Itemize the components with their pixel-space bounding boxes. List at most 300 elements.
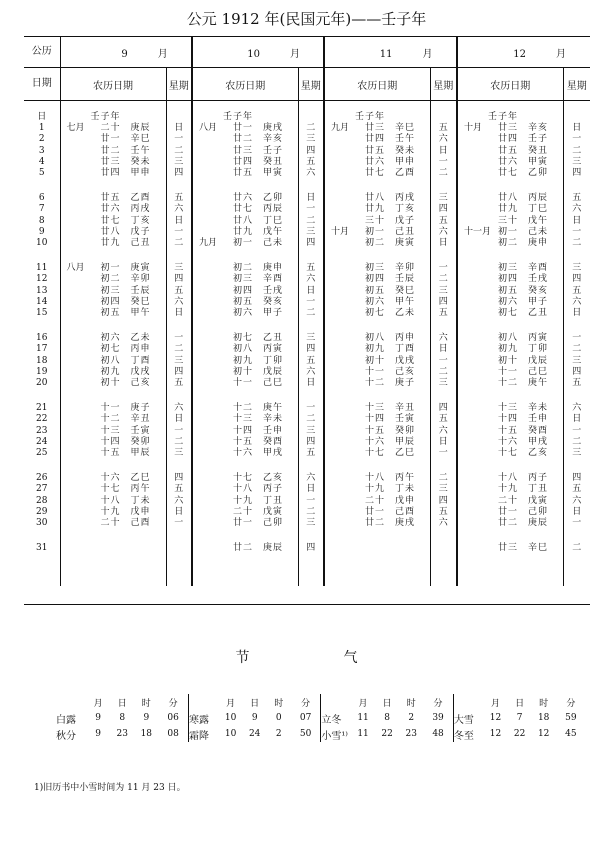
lunar-day: 初七: [498, 308, 519, 319]
lunar-row: [61, 204, 166, 215]
lunar-day: 初六: [100, 333, 121, 343]
lunar-day: 廿一: [498, 506, 519, 517]
day-number: 4: [38, 156, 45, 167]
lunar-row: [325, 437, 430, 448]
solar-term-value: 22: [381, 729, 393, 739]
solar-terms-row: [56, 710, 586, 726]
weekday: 四: [438, 403, 448, 413]
ganzhi: 癸丑: [263, 156, 284, 167]
weekday: 三: [306, 333, 316, 343]
lunar-day: 初四: [100, 296, 121, 307]
weekday: 五: [438, 414, 448, 425]
lunar-day: 初二: [365, 238, 386, 249]
lunar-row: [193, 263, 298, 274]
ganzhi: 甲辰: [130, 448, 151, 459]
lunar-day: 十一: [233, 378, 254, 389]
weekday: 五: [174, 484, 184, 495]
lunar-column-11: [325, 101, 430, 586]
ganzhi: 庚戌: [395, 518, 416, 529]
lunar-day: 初三: [365, 263, 386, 273]
day-number: 19: [36, 366, 48, 377]
lunar-row: [61, 216, 166, 227]
solar-term-value: 8: [384, 713, 390, 723]
ganzhi: 丙申: [395, 333, 416, 343]
ganzhi: 庚辰: [528, 518, 549, 529]
ganzhi: 戊申: [395, 495, 416, 506]
lunar-row: [193, 297, 298, 308]
ganzhi: 丁巳: [528, 204, 549, 215]
ganzhi: 庚子: [395, 378, 416, 389]
weekday: 二: [572, 238, 582, 249]
weekday: 日: [572, 414, 582, 425]
year-label: [61, 112, 166, 123]
lunar-row: [61, 437, 166, 448]
day-number: 3: [38, 145, 45, 156]
lunar-day: 廿七: [498, 168, 519, 179]
solar-term-value: 0: [275, 713, 282, 723]
blank-cell: [188, 694, 218, 710]
lunar-day: 初六: [233, 308, 254, 319]
lunar-row: [193, 333, 298, 344]
ganzhi: 乙卯: [528, 168, 549, 179]
ganzhi: 乙巳: [395, 448, 416, 459]
ganzhi: 辛未: [528, 403, 549, 413]
lunar-row: [458, 448, 563, 459]
lunar-row: [61, 168, 166, 179]
lunar-row: [458, 134, 563, 145]
lunar-row: [325, 518, 430, 529]
ganzhi: 庚寅: [130, 263, 151, 273]
solar-term-value: 07: [299, 713, 312, 723]
weekday: 一: [438, 355, 448, 366]
ganzhi: 甲辰: [395, 436, 416, 447]
ganzhi: 壬午: [130, 145, 151, 156]
ganzhi: 甲子: [263, 308, 284, 319]
lunar-row: [193, 518, 298, 529]
lunar-row: [458, 193, 563, 204]
weekday-column-11: [431, 101, 457, 586]
month-header-12: 12 月: [457, 37, 590, 68]
ganzhi: 戊寅: [263, 506, 284, 517]
ganzhi: 己丑: [130, 238, 151, 249]
weekday: 五: [572, 193, 582, 203]
lunar-row: [193, 168, 298, 179]
ganzhi: 己卯: [528, 506, 549, 517]
solar-term-value: 18: [537, 713, 550, 723]
lunar-row: [61, 367, 166, 378]
lunar-day: 初九: [100, 366, 121, 377]
month-header-11: 11 月: [324, 37, 457, 68]
ganzhi: 甲午: [395, 296, 416, 307]
weekday: 六: [572, 204, 582, 215]
lunar-day: 初十: [365, 355, 386, 366]
ganzhi: 乙未: [130, 333, 151, 343]
lunar-row: [325, 308, 430, 319]
weekday: 六: [306, 274, 316, 285]
lunar-row: [193, 496, 298, 507]
ganzhi: 己巳: [263, 378, 284, 389]
day-number: 13: [36, 285, 48, 296]
year-label: [193, 112, 298, 123]
weekday: 一: [174, 134, 184, 145]
lunar-day: 廿八: [233, 215, 254, 226]
solar-term-value: 48: [432, 729, 444, 739]
solar-term-value: 7: [516, 713, 523, 723]
lunar-day: 初八: [100, 355, 121, 366]
lunar-row: [193, 378, 298, 389]
solar-term-name: 寒露: [188, 710, 218, 726]
solar-term-value: 9: [95, 713, 102, 723]
lunar-row: [193, 367, 298, 378]
ganzhi: 丙午: [130, 484, 151, 495]
day-number: 11: [36, 263, 48, 273]
lunar-row: [61, 448, 166, 459]
lunar-row: [193, 204, 298, 215]
ganzhi: 癸亥: [528, 285, 549, 296]
solar-term-head: 时: [141, 698, 151, 709]
solar-term-head: 月: [93, 698, 103, 709]
ganzhi: 己亥: [130, 378, 151, 389]
weekday: 三: [572, 448, 582, 459]
weekday: 一: [174, 226, 184, 237]
weekday: 日: [174, 506, 184, 517]
solar-term-value: 2: [408, 713, 415, 723]
ganzhi: 丁卯: [263, 355, 284, 366]
ganzhi: 癸酉: [528, 425, 549, 436]
lunar-row: [325, 193, 430, 204]
lunar-day: 十一: [365, 366, 386, 377]
ganzhi: 丁亥: [395, 204, 416, 215]
lunar-day: 初十: [100, 378, 121, 389]
weekday: 四: [572, 473, 582, 483]
lunar-day: 十二: [233, 403, 254, 413]
lunar-day: 二十: [233, 506, 254, 517]
table-bottom-rule: [24, 604, 590, 605]
lunar-day: 十三: [100, 425, 121, 436]
lunar-day: 初九: [365, 344, 386, 355]
lunar-day: 十八: [498, 473, 519, 483]
weekday: 日: [572, 215, 582, 226]
ganzhi: 壬子: [528, 134, 549, 145]
lunar-day: 初二: [100, 274, 121, 285]
ganzhi: 甲子: [528, 296, 549, 307]
ganzhi: 丙辰: [263, 204, 284, 215]
lunar-day: 十一: [100, 403, 121, 413]
solar-term-name: 白露: [56, 714, 76, 726]
ganzhi: 癸巳: [395, 285, 416, 296]
lunar-day: 廿三: [233, 145, 254, 156]
day-number: 18: [36, 355, 48, 366]
lunar-row: [61, 227, 166, 238]
year-label: [325, 112, 430, 123]
weekday-column-12: [564, 101, 591, 586]
weekday: 五: [438, 506, 448, 517]
solar-term-value: 11: [357, 713, 369, 723]
solar-term-value: 12: [537, 729, 550, 739]
lunar-day: 廿一: [365, 506, 386, 517]
weekday: 一: [306, 204, 316, 215]
weekday: 六: [572, 403, 582, 413]
weekday: 五: [306, 448, 316, 459]
weekday: 六: [174, 495, 184, 506]
lunar-day: 初七: [100, 344, 121, 355]
lunar-row: [458, 403, 563, 414]
weekday: 日: [438, 145, 448, 156]
lunar-row: [325, 356, 430, 367]
weekday: 四: [572, 274, 582, 285]
lunar-day: 初二: [233, 263, 254, 273]
lunar-row: [325, 426, 430, 437]
calendar-table: [24, 36, 590, 586]
ganzhi: 戊辰: [263, 366, 284, 377]
lunar-row: [193, 473, 298, 484]
lunar-day: 初三: [100, 285, 121, 296]
lunar-row: [193, 227, 298, 238]
ganzhi: 丙申: [130, 344, 151, 355]
weekday: 三: [438, 378, 448, 389]
lunar-row: [458, 484, 563, 495]
ganzhi: 庚辰: [130, 123, 151, 133]
lunar-row: [458, 518, 563, 529]
lunar-row: [61, 333, 166, 344]
solar-term-head: 分: [168, 698, 178, 709]
ganzhi: 乙酉: [395, 168, 416, 179]
lunar-row: [325, 448, 430, 459]
lunar-day: 初一: [498, 226, 519, 237]
ganzhi: 甲午: [130, 308, 151, 319]
ganzhi: 壬戌: [528, 274, 549, 285]
solar-term-value: 23: [405, 729, 417, 739]
weekday: 五: [306, 156, 316, 167]
weekday: 一: [572, 518, 582, 529]
weekday: 日: [572, 308, 582, 319]
ganzhi: 辛巳: [528, 543, 549, 553]
ganzhi: 丙寅: [528, 333, 549, 343]
weekday-header: 星期: [298, 68, 324, 101]
solar-term-value: 45: [565, 729, 577, 739]
lunar-row: [193, 134, 298, 145]
solar-term-head: 月: [358, 698, 368, 709]
weekday: 五: [174, 285, 184, 296]
lunar-day: 十五: [233, 436, 254, 447]
weekday: 四: [174, 168, 184, 179]
lunar-day: 廿九: [498, 204, 519, 215]
weekday: 二: [572, 436, 582, 447]
weekday: 四: [306, 238, 316, 249]
solar-term-value: 12: [489, 729, 502, 739]
ganzhi: 辛亥: [263, 134, 284, 145]
weekday: 六: [306, 473, 316, 483]
ganzhi: 甲申: [130, 168, 151, 179]
weekday: 三: [572, 156, 582, 167]
lunar-row: [458, 227, 563, 238]
solar-term-head: 时: [274, 698, 284, 709]
lunar-row: [325, 238, 430, 249]
weekday: 五: [438, 308, 448, 319]
ganzhi: 乙未: [395, 308, 416, 319]
weekday: 六: [438, 134, 448, 145]
lunar-row: [458, 543, 563, 554]
lunar-day: 廿八: [498, 193, 519, 203]
weekday: 一: [438, 156, 448, 167]
ganzhi: 丁巳: [263, 215, 284, 226]
lunar-day: 十四: [100, 436, 121, 447]
weekday: 二: [572, 145, 582, 156]
solar-term-value: 39: [432, 713, 444, 723]
year-label: [458, 112, 563, 123]
day-number: 5: [38, 168, 45, 179]
lunar-row: [458, 367, 563, 378]
lunar-row: [61, 496, 166, 507]
weekday: 四: [438, 296, 448, 307]
solar-term-head: 月: [491, 698, 501, 709]
lunar-row: [458, 204, 563, 215]
lunar-day: 十三: [233, 414, 254, 425]
weekday: 三: [174, 448, 184, 459]
lunar-day: 廿四: [233, 156, 254, 167]
ganzhi: 戊午: [528, 215, 549, 226]
lunar-row: [458, 157, 563, 168]
weekday: 六: [306, 366, 316, 377]
lunar-row: [325, 216, 430, 227]
lunar-month: 十月: [464, 123, 483, 133]
weekday: 四: [572, 366, 582, 377]
weekday: 三: [572, 263, 582, 273]
weekday: 日: [174, 414, 184, 425]
lunar-row: [193, 344, 298, 355]
lunar-day: 二十: [100, 518, 121, 529]
weekday: 二: [306, 308, 316, 319]
weekday: 五: [572, 484, 582, 495]
lunar-date-header: 农历日期: [324, 68, 430, 101]
month-header-10: 10 月: [192, 37, 324, 68]
day-number: 21: [36, 403, 48, 413]
weekday: 一: [438, 448, 448, 459]
lunar-day: 初六: [498, 296, 519, 307]
lunar-day: 廿六: [233, 193, 254, 203]
weekday: 二: [174, 238, 184, 249]
weekday: 一: [306, 296, 316, 307]
lunar-day: 十五: [365, 425, 386, 436]
ganzhi: 庚午: [263, 403, 284, 413]
ganzhi: 辛卯: [395, 263, 416, 273]
day-number: 24: [36, 436, 48, 447]
weekday: 四: [174, 366, 184, 377]
lunar-month: 十月: [331, 226, 350, 237]
lunar-row: [193, 507, 298, 518]
weekday: 一: [174, 333, 184, 343]
solar-terms-row: [56, 726, 586, 742]
weekday: 三: [306, 518, 316, 529]
ganzhi: 丁未: [130, 495, 151, 506]
ganzhi: 甲戌: [263, 448, 284, 459]
ganzhi: 庚子: [130, 403, 151, 413]
day-number: 9: [38, 226, 45, 237]
lunar-day: 初五: [498, 285, 519, 296]
weekday: 日: [306, 193, 316, 203]
lunar-day: 十六: [233, 448, 254, 459]
lunar-row: [61, 518, 166, 529]
lunar-day: 十七: [100, 484, 121, 495]
ganzhi: 癸未: [130, 156, 151, 167]
ri-label: 日: [37, 111, 47, 122]
lunar-row: [325, 367, 430, 378]
lunar-day: 廿九: [233, 226, 254, 237]
weekday: 一: [174, 425, 184, 436]
lunar-day: 十三: [498, 403, 519, 413]
weekday: 二: [174, 145, 184, 156]
ganzhi: 己亥: [395, 366, 416, 377]
lunar-day: 廿八: [100, 226, 121, 237]
lunar-day: 廿二: [100, 145, 121, 156]
lunar-row: [325, 227, 430, 238]
weekday: 六: [174, 296, 184, 307]
ganzhi: 壬辰: [395, 274, 416, 285]
lunar-row: [458, 308, 563, 319]
lunar-row: [193, 157, 298, 168]
solar-term-value: 08: [167, 729, 179, 739]
ganzhi: 壬戌: [263, 285, 284, 296]
lunar-row: [325, 484, 430, 495]
lunar-row: [61, 414, 166, 425]
lunar-row: [193, 543, 298, 554]
ganzhi: 己未: [263, 238, 284, 249]
weekday: 二: [306, 123, 316, 133]
weekday: 二: [174, 344, 184, 355]
solar-term-value: 18: [140, 729, 153, 739]
lunar-row: [458, 297, 563, 308]
lunar-row: [325, 146, 430, 157]
solar-term-value: 10: [224, 713, 237, 723]
lunar-day: 初一: [365, 226, 386, 237]
lunar-row: [325, 378, 430, 389]
ganzhi: 丙寅: [263, 344, 284, 355]
lunar-row: [458, 344, 563, 355]
ganzhi: 己巳: [528, 366, 549, 377]
lunar-row: [193, 437, 298, 448]
lunar-day: 初八: [233, 344, 254, 355]
weekday: 六: [438, 425, 448, 436]
solar-term-value: 9: [251, 713, 258, 723]
weekday: 六: [174, 204, 184, 215]
lunar-day: 十二: [498, 378, 519, 389]
lunar-row: [458, 414, 563, 425]
weekday: 六: [438, 333, 448, 343]
month-header-9: 9 月: [60, 37, 192, 68]
lunar-day: 初四: [498, 274, 519, 285]
weekday: 二: [438, 366, 448, 377]
lunar-row: [193, 403, 298, 414]
lunar-row: [61, 403, 166, 414]
weekday: 三: [174, 263, 184, 273]
ganzhi: 甲寅: [528, 156, 549, 167]
weekday: 四: [174, 473, 184, 483]
solar-term-value: 24: [248, 729, 261, 739]
lunar-day: 初八: [498, 333, 519, 343]
solar-term-head: 日: [250, 698, 260, 709]
lunar-day: 初一: [100, 263, 121, 273]
lunar-row: [61, 238, 166, 249]
ganzhi: 戊午: [263, 226, 284, 237]
year-label-text: 壬子年: [90, 111, 121, 122]
lunar-day: 十四: [498, 414, 519, 425]
solar-term-name: 小雪¹⁾: [321, 726, 351, 742]
lunar-row: [61, 344, 166, 355]
lunar-row: [193, 274, 298, 285]
lunar-day: 廿二: [233, 134, 254, 145]
lunar-day: 廿五: [498, 145, 519, 156]
lunar-day: 初五: [100, 308, 121, 319]
